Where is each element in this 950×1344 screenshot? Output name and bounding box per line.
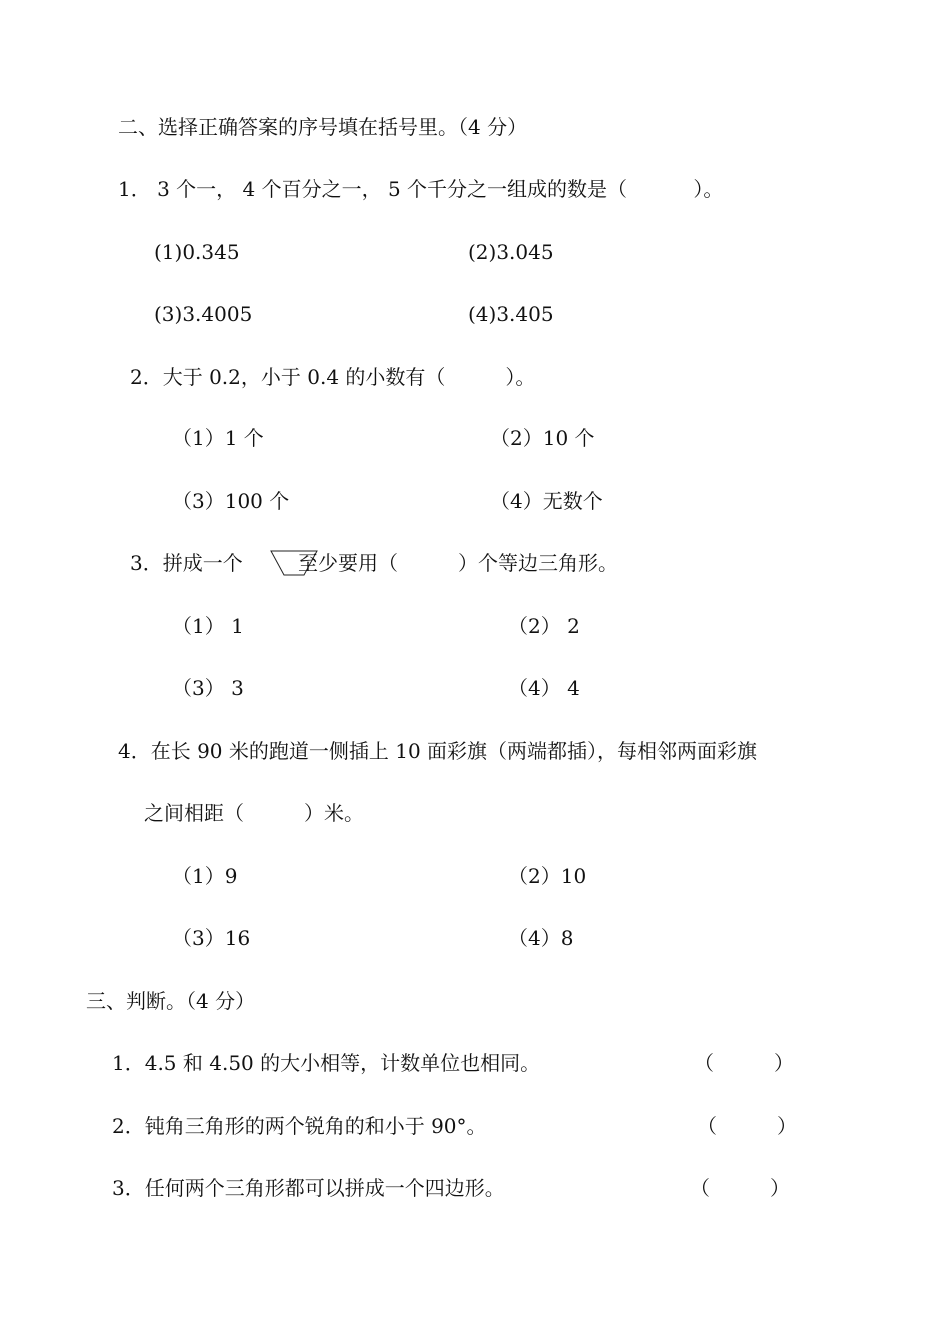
- question1-stem: 1． 3 个一， 4 个百分之一， 5 个千分之一组成的数是（ ）。: [118, 177, 724, 201]
- question3-option1: （1） 1: [172, 614, 244, 638]
- question2-option4: （4）无数个: [490, 489, 603, 513]
- question4-option3: （3）16: [172, 926, 251, 950]
- judgment1-text: 1．4.5 和 4.50 的大小相等，计数单位也相同。: [112, 1051, 541, 1075]
- question4-stem-line1: 4．在长 90 米的跑道一侧插上 10 面彩旗（两端都插），每相邻两面彩旗: [118, 739, 758, 763]
- question1-option3: (3)3.4005: [154, 302, 253, 326]
- question4-option2: （2）10: [508, 864, 587, 888]
- question2-option3: （3）100 个: [172, 489, 290, 513]
- question1-option4: (4)3.405: [468, 302, 554, 326]
- judgment1-answer-blank: （ ）: [694, 1051, 794, 1075]
- question1-option1: (1)0.345: [154, 240, 240, 264]
- question1-option2: (2)3.045: [468, 240, 554, 264]
- section2-heading: 二、选择正确答案的序号填在括号里。（4 分）: [118, 115, 528, 139]
- question2-stem: 2．大于 0.2，小于 0.4 的小数有（ ）。: [130, 365, 536, 389]
- question3-option2: （2） 2: [508, 614, 580, 638]
- judgment3-answer-blank: （ ）: [690, 1176, 790, 1200]
- question4-option1: （1）9: [172, 864, 238, 888]
- judgment2-answer-blank: （ ）: [697, 1114, 797, 1138]
- question3-option4: （4） 4: [508, 676, 580, 700]
- question3-stem-start: 3．拼成一个: [130, 551, 243, 575]
- question2-option2: （2）10 个: [490, 426, 595, 450]
- question4-stem-line2: 之间相距（ ）米。: [144, 801, 364, 825]
- judgment3-text: 3．任何两个三角形都可以拼成一个四边形。: [112, 1176, 505, 1200]
- question4-option4: （4）8: [508, 926, 574, 950]
- question3-stem-end: 至少要用（ ）个等边三角形。: [298, 551, 618, 575]
- question3-option3: （3） 3: [172, 676, 244, 700]
- question2-option1: （1）1 个: [172, 426, 264, 450]
- section3-heading: 三、判断。（4 分）: [86, 989, 256, 1013]
- judgment2-text: 2．钝角三角形的两个锐角的和小于 90°。: [112, 1114, 487, 1138]
